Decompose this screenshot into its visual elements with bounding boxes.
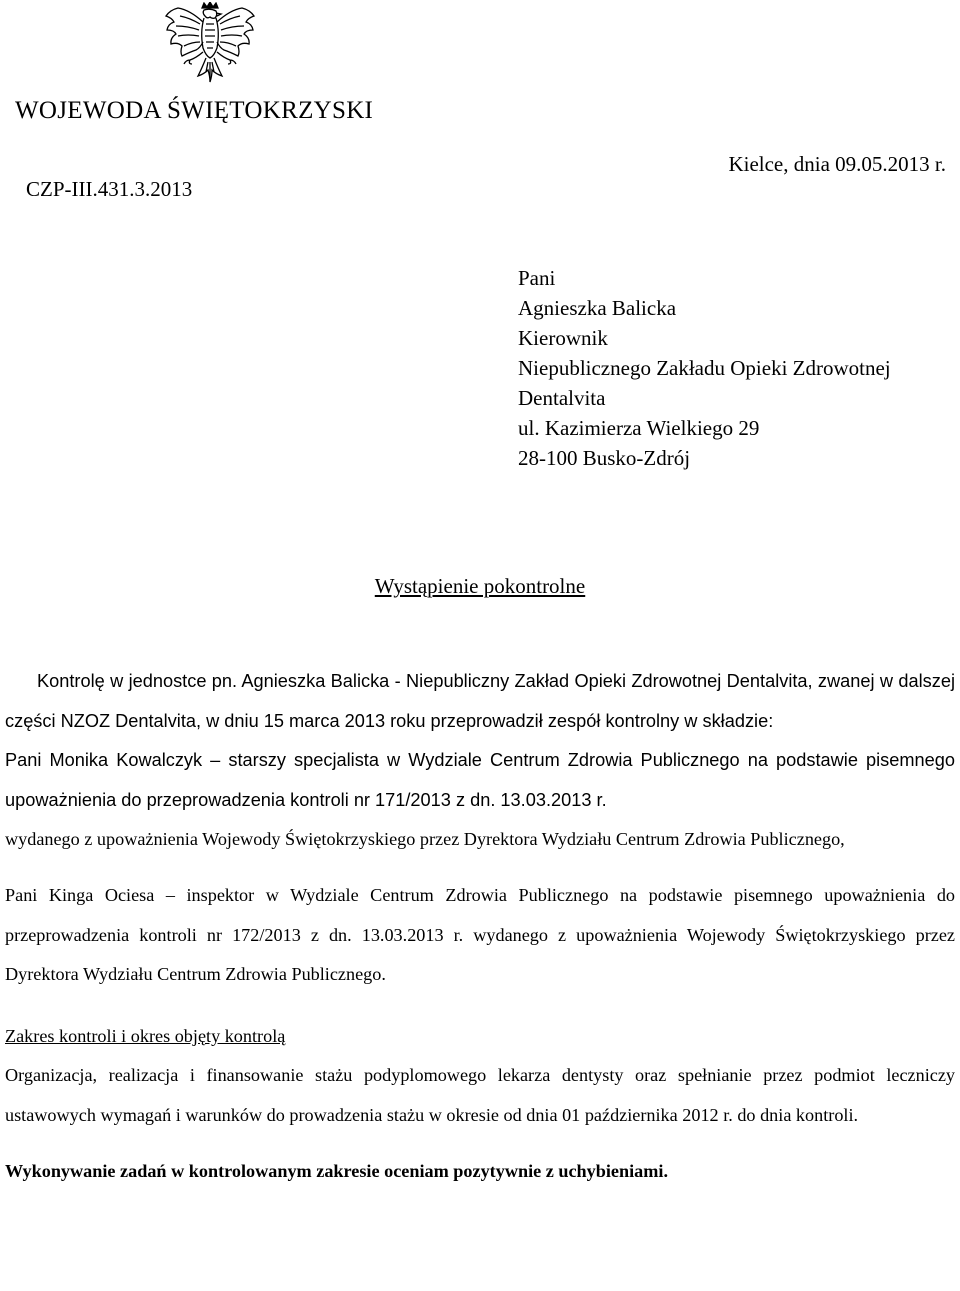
issuing-authority: WOJEWODA ŚWIĘTOKRZYSKI bbox=[15, 97, 374, 124]
case-reference-number: CZP-III.431.3.2013 bbox=[26, 177, 193, 201]
document-title-text: Wystąpienie pokontrolne bbox=[374, 574, 586, 598]
recipient-line: ul. Kazimierza Wielkiego 29 bbox=[518, 416, 760, 440]
recipient-line: Agnieszka Balicka bbox=[518, 296, 677, 320]
place-and-date: Kielce, dnia 09.05.2013 r. bbox=[728, 152, 946, 176]
inspector-1-paragraph: Pani Monika Kowalczyk – starszy specjalista w Wydziale Centrum Zdrowia Publicznego na podstawie pisemnego upoważnienia do przeprowadzenia kontroli nr 171/2013 z dn. 13.03.2013 r. bbox=[5, 750, 955, 810]
document-body bbox=[5, 662, 955, 1191]
recipient-address-block bbox=[518, 263, 891, 473]
scope-paragraph: Organizacja, realizacja i finansowanie stażu podyplomowego lekarza dentysty oraz spełnianie przez podmiot leczniczy ustawowych wymagań i warunków do prowadzenia stażu w okresie od dnia 01 października 2012 r. do dnia kontroli. bbox=[5, 1065, 955, 1125]
recipient-line: Dentalvita bbox=[518, 386, 606, 410]
assessment-statement: Wykonywanie zadań w kontrolowanym zakresie oceniam pozytywnie z uchybieniami. bbox=[5, 1160, 669, 1181]
document-title bbox=[0, 574, 960, 599]
inspector-1-continuation: wydanego z upoważnienia Wojewody Świętokrzyskiego przez Dyrektora Wydziału Centrum Zdrowia Publicznego, bbox=[5, 829, 845, 850]
scope-heading: Zakres kontroli i okres objęty kontrolą bbox=[5, 1025, 286, 1046]
recipient-line: Niepublicznego Zakładu Opieki Zdrowotnej bbox=[518, 356, 891, 380]
recipient-line: Pani bbox=[518, 266, 556, 290]
recipient-line: Kierownik bbox=[518, 326, 608, 350]
eagle-emblem-icon bbox=[162, 2, 258, 92]
intro-paragraph: Kontrolę w jednostce pn. Agnieszka Balicka - Niepubliczny Zakład Opieki Zdrowotnej Dentalvita, zwanej w dalszej części NZOZ Dentalvita, w dniu 15 marca 2013 roku przeprowadził zespół kontrolny w składzie: bbox=[5, 671, 955, 731]
inspector-2-paragraph: Pani Kinga Ociesa – inspektor w Wydziale Centrum Zdrowia Publicznego na podstawie pisemnego upoważnienia do przeprowadzenia kontroli nr 172/2013 z dn. 13.03.2013 r. wydanego z upoważnienia Wojewody Świętokrzyskiego przez Dyrektora Wydziału Centrum Zdrowia Publicznego. bbox=[5, 884, 955, 985]
recipient-line: 28-100 Busko-Zdrój bbox=[518, 446, 691, 470]
